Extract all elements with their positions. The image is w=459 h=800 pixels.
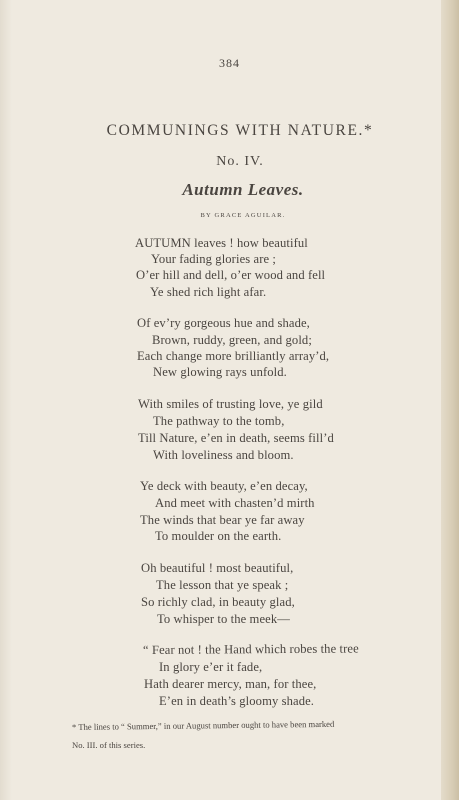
footnote-line: * The lines to “ Summer,” in our August number ought to have been marked	[71, 718, 335, 732]
page-number: 384	[219, 56, 240, 70]
poem-line: To whisper to the meek—	[157, 612, 290, 626]
page-edge-shadow	[0, 0, 12, 800]
poem-line: E’en in death’s gloomy shade.	[159, 694, 315, 708]
poem-line: The lesson that ye speak ;	[156, 578, 289, 592]
poem-line: Your fading glories are ;	[151, 252, 277, 266]
poem-line: And meet with chasten’d mirth	[155, 496, 315, 510]
series-title: COMMUNINGS WITH NATURE.*	[106, 122, 374, 139]
poem-line: The winds that bear ye far away	[140, 513, 305, 527]
poem-line: So richly clad, in beauty glad,	[141, 595, 295, 609]
poem-line: The pathway to the tomb,	[153, 414, 285, 428]
poem-line: New glowing rays unfold.	[153, 365, 287, 379]
poem-line: AUTUMN leaves ! how beautiful	[135, 236, 308, 250]
poem-line: With loveliness and bloom.	[153, 448, 294, 462]
poem-line: With smiles of trusting love, ye gild	[138, 397, 323, 411]
poem-line: Hath dearer mercy, man, for thee,	[144, 677, 317, 691]
poem-line: Brown, ruddy, green, and gold;	[152, 333, 312, 347]
poem-line: Ye shed rich light afar.	[150, 285, 267, 299]
poem-line: Ye deck with beauty, e’en decay,	[140, 479, 308, 493]
poem-line: Till Nature, e’en in death, seems fill’d	[138, 431, 334, 445]
poem-line: Oh beautiful ! most beautiful,	[141, 561, 294, 575]
poem-line: Of ev’ry gorgeous hue and shade,	[137, 316, 310, 330]
poem-line: To moulder on the earth.	[155, 529, 282, 543]
author-byline: BY GRACE AGUILAR.	[200, 212, 286, 219]
series-number: No. IV.	[216, 154, 264, 169]
footnote-line: No. III. of this series.	[72, 740, 146, 750]
poem-line: Each change more brilliantly array’d,	[137, 349, 330, 363]
page-gutter	[441, 0, 459, 800]
poem-line: In glory e’er it fade,	[159, 660, 263, 674]
poem-line: “ Fear not ! the Hand which robes the tree	[142, 641, 359, 657]
poem-title: Autumn Leaves.	[182, 180, 304, 199]
poem-line: O’er hill and dell, o’er wood and fell	[136, 268, 326, 282]
